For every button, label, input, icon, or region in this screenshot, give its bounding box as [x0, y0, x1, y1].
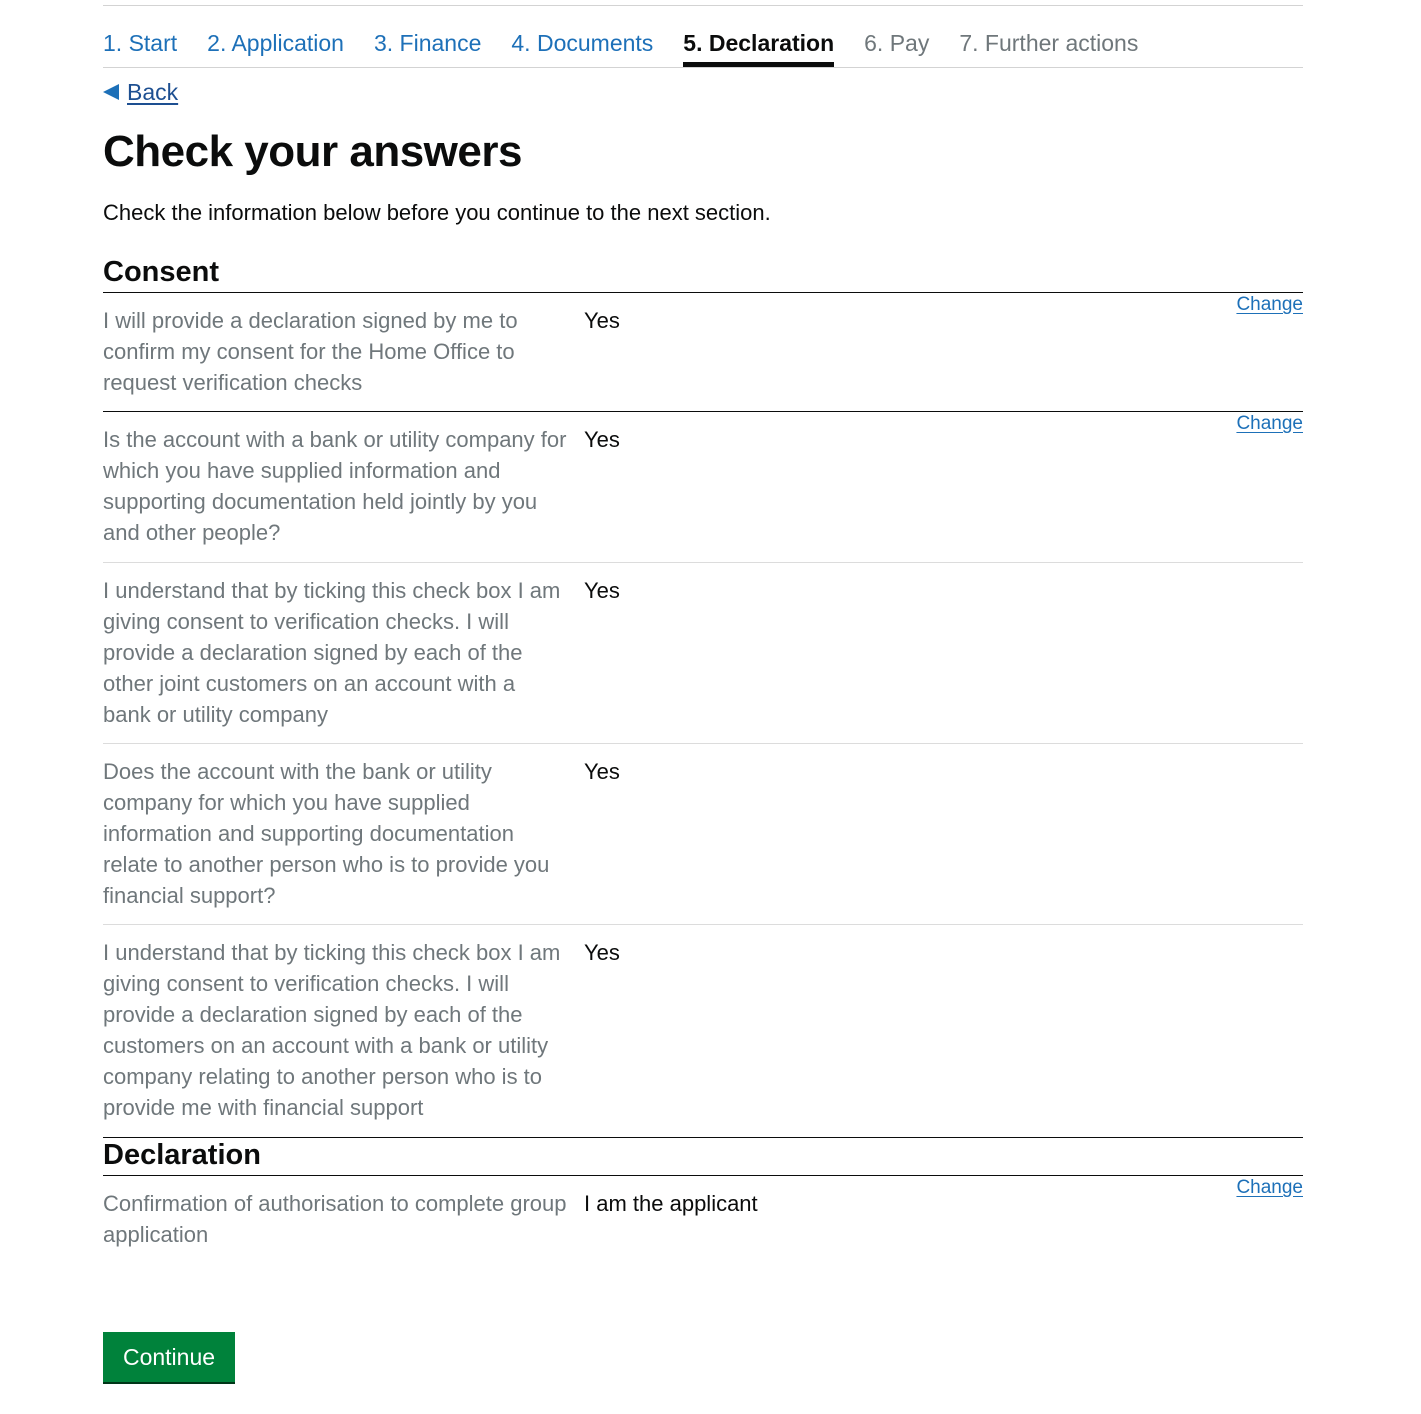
section-divider — [103, 1137, 1303, 1138]
step-application[interactable]: 2. Application — [207, 30, 344, 56]
change-link[interactable]: Change — [1236, 1177, 1303, 1198]
section-heading-declaration: Declaration — [103, 1139, 261, 1171]
summary-answer: Yes — [584, 578, 620, 603]
summary-answer: Yes — [584, 427, 620, 452]
summary-question: I understand that by ticking this check box I am giving consent to verification checks. I will provide a declaration signed by each of the customers on an account with a bank or utility company relating to another person who is to provide me with financial support — [103, 940, 561, 1120]
back-link[interactable] — [103, 77, 178, 107]
section-divider — [103, 292, 1303, 293]
change-link[interactable]: Change — [1236, 413, 1303, 434]
back-arrow-icon — [103, 84, 119, 100]
summary-question: Does the account with the bank or utility company for which you have supplied information and supporting documentation relate to another person who is to provide you financial support? — [103, 759, 550, 908]
summary-question: Is the account with a bank or utility company for which you have supplied information and supporting documentation held jointly by you and other people? — [103, 427, 567, 545]
step-pay: 6. Pay — [864, 30, 930, 56]
row-divider — [103, 743, 1303, 744]
summary-answer: I am the applicant — [584, 1191, 758, 1216]
change-link[interactable]: Change — [1236, 294, 1303, 315]
summary-answer: Yes — [584, 759, 620, 784]
summary-question: I will provide a declaration signed by me to confirm my consent for the Home Office to request verification checks — [103, 308, 518, 395]
top-divider — [103, 5, 1303, 6]
summary-answer: Yes — [584, 940, 620, 965]
section-heading-consent: Consent — [103, 256, 219, 288]
page-lede: Check the information below before you continue to the next section. — [103, 200, 771, 225]
summary-question: Confirmation of authorisation to complete group application — [103, 1191, 567, 1247]
step-finance[interactable]: 3. Finance — [373, 30, 482, 56]
back-link-label: Back — [127, 79, 179, 105]
row-divider — [103, 562, 1303, 563]
step-further-actions: 7. Further actions — [959, 30, 1139, 56]
step-start[interactable]: 1. Start — [103, 30, 178, 56]
step-navigation — [103, 28, 1168, 68]
section-divider — [103, 1175, 1303, 1176]
row-divider — [103, 411, 1303, 412]
steps-divider — [103, 67, 1303, 68]
row-divider — [103, 924, 1303, 925]
step-documents[interactable]: 4. Documents — [511, 30, 654, 56]
page-title: Check your answers — [103, 127, 522, 176]
continue-button[interactable]: Continue — [103, 1332, 235, 1382]
step-declaration: 5. Declaration — [683, 28, 834, 68]
summary-answer: Yes — [584, 308, 620, 333]
summary-question: I understand that by ticking this check box I am giving consent to verification checks. I will provide a declaration signed by each of the other joint customers on an account with a bank or utility company — [103, 578, 561, 727]
